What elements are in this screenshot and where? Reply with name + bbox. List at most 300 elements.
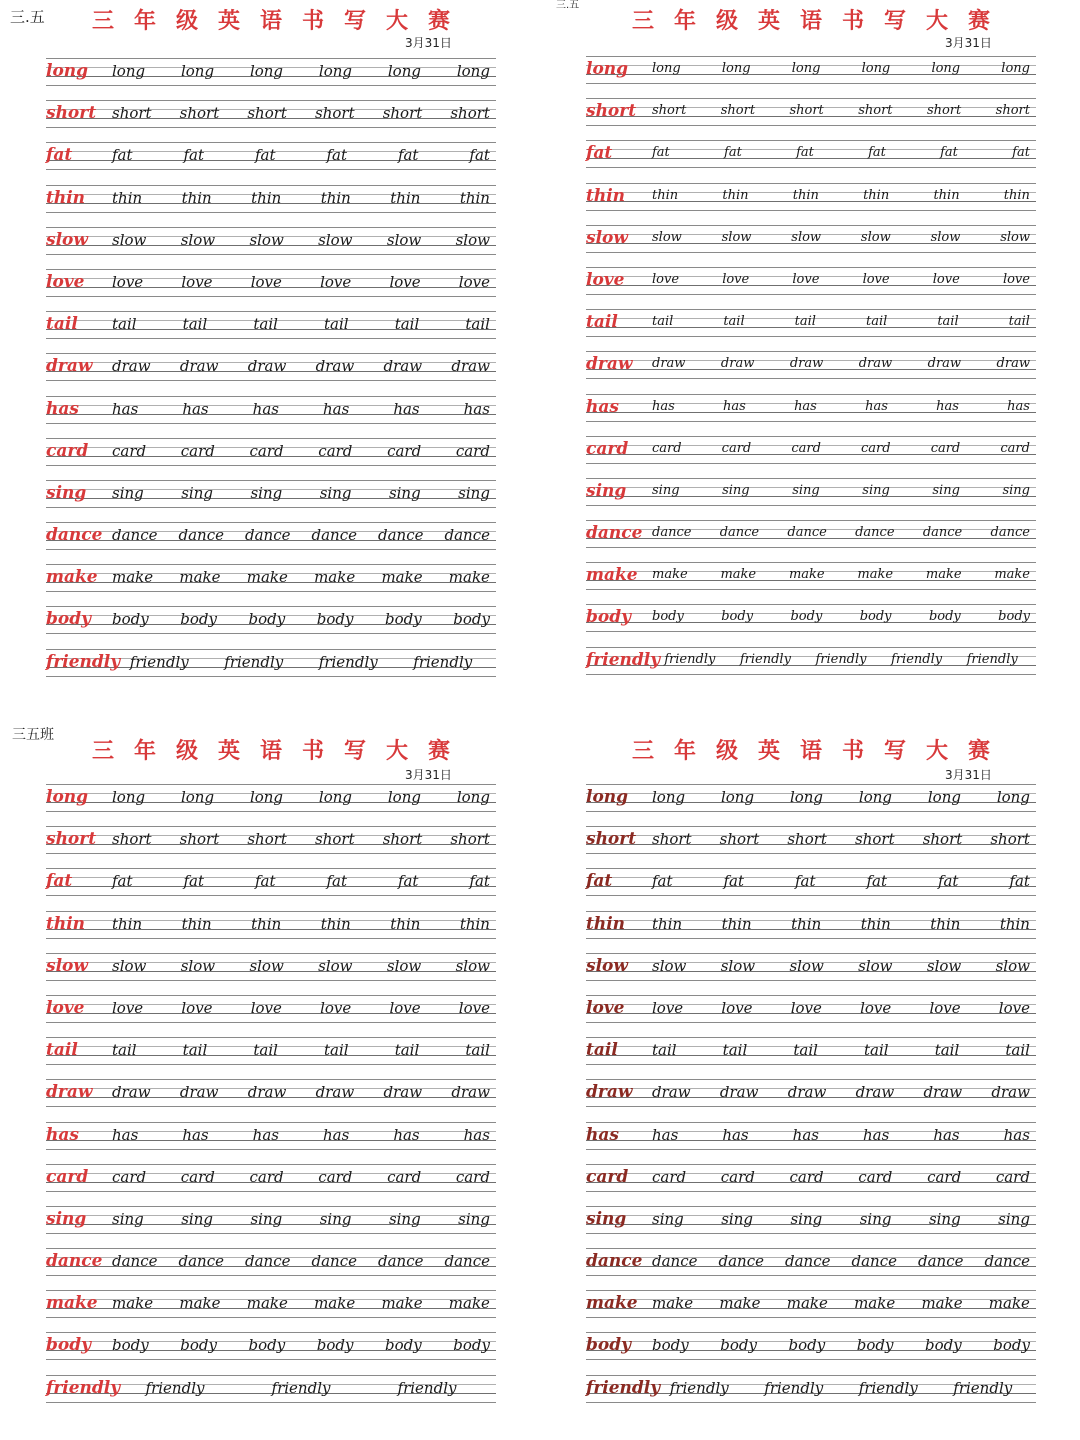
handwritten-copies [112,829,496,855]
handwritten-word: short [719,830,760,849]
handwritten-word: slow [791,229,822,245]
model-word: thin [46,913,86,934]
handwritten-word: dance [311,526,357,545]
handwritten-word: dance [112,1252,158,1271]
handwritten-copies [112,567,496,593]
handwritten-word: dance [855,525,895,541]
handwritten-word: dance [718,1252,764,1271]
model-word: long [586,59,629,79]
row-words [586,869,1036,897]
handwritten-word: make [994,567,1030,583]
handwritten-word: slow [180,230,216,249]
handwritten-word: dance [378,526,424,545]
handwritten-word: body [721,609,754,625]
handwritten-word: draw [923,1083,963,1102]
word-row-friendly [586,1375,1036,1417]
handwritten-word: slow [455,230,490,249]
model-word: body [46,1335,91,1356]
row-words [46,59,496,87]
handwritten-word: has [393,1125,420,1144]
handwritten-copies [112,356,496,382]
handwritten-word: has [1003,1125,1030,1144]
handwritten-word: card [180,1167,215,1186]
handwritten-word: body [248,610,286,629]
handwritten-word: draw [858,356,893,372]
handwritten-word: tail [253,315,278,334]
word-row-body [586,1332,1036,1374]
handwritten-word: friendly [953,1378,1013,1397]
word-row-tail [586,309,1036,351]
handwritten-word: has [865,398,888,414]
class-label: 三.五 [10,8,45,26]
handwritten-word: fat [183,146,205,165]
handwritten-word: make [788,567,825,583]
row-words [46,143,496,171]
handwritten-copies [112,399,496,425]
row-words [586,99,1036,127]
word-row-body [46,606,496,648]
handwritten-word: body [453,610,490,629]
handwritten-word: tail [723,314,745,330]
handwritten-word: sing [932,482,960,498]
word-row-sing [46,480,496,522]
handwritten-word: long [858,788,892,806]
handwritten-word: friendly [145,1378,205,1397]
handwritten-word: thin [860,914,891,933]
handwritten-word: sing [1002,482,1030,498]
model-word: long [46,787,89,807]
handwritten-copies [112,61,496,87]
word-row-sing [46,1206,496,1248]
handwritten-word: thin [390,188,421,207]
handwritten-word: tail [793,1041,818,1060]
handwritten-word: make [314,1294,356,1313]
handwritten-copies [652,565,1036,591]
ruled-rows [46,58,496,691]
ruled-rows [586,784,1036,1417]
model-word: draw [586,354,633,375]
model-word: long [46,61,89,81]
model-word: sing [586,1208,627,1229]
row-words [586,1249,1036,1277]
row-words [46,1291,496,1319]
model-word: body [586,607,631,628]
model-word: make [46,567,98,588]
row-words [46,101,496,129]
handwritten-word: friendly [891,651,943,667]
handwritten-word: has [252,399,279,418]
handwritten-copies [112,441,496,467]
handwritten-copies [112,1335,496,1361]
handwritten-word: draw [451,357,490,376]
handwritten-copies [652,1040,1036,1066]
model-word: body [586,1335,631,1356]
handwritten-copies [652,228,1036,254]
word-row-short [46,100,496,142]
handwritten-word: love [792,271,820,287]
word-row-draw [586,351,1036,393]
handwritten-word: make [719,1294,761,1313]
handwritten-word: thin [933,187,960,203]
handwritten-word: body [788,1336,826,1355]
word-row-has [46,396,496,438]
word-row-dance [586,1248,1036,1290]
handwritten-word: body [385,610,422,629]
handwritten-word: dance [652,525,692,541]
handwritten-word: card [387,441,422,460]
handwritten-word: sing [250,1209,283,1228]
handwritten-word: has [1007,398,1030,414]
row-words [46,1333,496,1361]
handwritten-word: card [721,440,752,456]
handwritten-word: body [180,1336,217,1355]
word-row-slow [586,225,1036,267]
handwritten-word: fat [868,145,886,161]
row-words [46,354,496,382]
handwritten-word: draw [112,1083,151,1102]
handwritten-word: sing [181,483,213,502]
handwritten-word: card [1000,440,1030,456]
handwritten-word: tail [722,1041,748,1060]
handwritten-word: card [995,1167,1030,1186]
handwritten-word: draw [383,1083,423,1102]
row-words [46,996,496,1024]
handwritten-word: card [789,1167,824,1186]
handwritten-word: card [318,441,353,460]
model-word: dance [46,1251,103,1272]
handwritten-word: friendly [397,1378,457,1397]
handwritten-word: thin [251,188,282,207]
handwritten-copies [112,1293,496,1319]
handwritten-copies [652,650,1036,676]
handwritten-copies [652,439,1036,465]
handwritten-copies [652,1335,1036,1361]
handwritten-word: slow [318,956,353,975]
row-words [46,186,496,214]
handwritten-word: make [921,1294,963,1313]
handwritten-word: thin [863,187,890,203]
handwritten-word: draw [787,1083,827,1102]
model-word: card [46,1166,89,1187]
handwritten-word: make [925,567,962,583]
handwritten-word: tail [937,314,959,330]
handwritten-word: fat [254,146,276,165]
row-words [586,1038,1036,1066]
handwritten-word: short [652,103,687,119]
handwritten-word: dance [652,1252,698,1271]
word-row-love [46,995,496,1037]
model-word: friendly [586,1377,661,1398]
handwritten-word: has [463,399,490,418]
handwritten-word: draw [112,357,151,376]
handwritten-word: fat [397,146,419,165]
handwritten-word: love [998,998,1030,1017]
handwritten-word: short [855,830,895,849]
row-words [46,312,496,340]
model-word: draw [586,1082,633,1103]
handwritten-word: tail [465,315,490,334]
handwritten-word: long [652,788,686,806]
model-word: fat [586,871,613,892]
handwritten-copies [652,143,1036,169]
model-word: dance [586,523,643,544]
model-word: make [586,1293,638,1314]
model-word: short [46,829,97,850]
handwritten-word: dance [984,1252,1030,1271]
handwritten-word: dance [719,525,760,541]
handwritten-word: sing [862,482,890,498]
model-word: fat [586,143,613,164]
handwritten-word: thin [251,914,282,933]
handwritten-word: slow [858,956,893,975]
word-row-make [46,1290,496,1332]
handwritten-word: long [720,788,755,806]
word-row-card [46,438,496,480]
model-word: make [586,565,638,586]
handwritten-word: sing [859,1209,892,1228]
handwritten-copies [652,1251,1036,1277]
handwritten-word: fat [866,872,887,891]
handwritten-word: sing [792,482,820,498]
handwritten-word: thin [792,187,819,203]
word-row-slow [586,953,1036,995]
handwritten-word: slow [112,956,147,975]
word-row-draw [46,1079,496,1121]
handwritten-copies [652,523,1036,549]
handwritten-copies [652,1378,1036,1404]
handwritten-word: sing [458,483,490,502]
handwritten-word: fat [940,145,958,161]
handwritten-word: tail [652,314,674,330]
word-row-fat [586,868,1036,910]
handwritten-word: fat [469,146,490,165]
row-words [46,1123,496,1151]
row-words [46,1249,496,1277]
handwritten-word: body [453,1336,490,1355]
handwritten-copies [112,1040,496,1066]
row-words [586,1080,1036,1108]
handwritten-word: make [448,1294,490,1313]
handwritten-copies [652,787,1036,813]
handwritten-word: love [790,998,822,1017]
handwriting-sheet-2 [540,0,1080,720]
handwritten-word: love [320,998,352,1017]
word-row-has [586,1122,1036,1164]
model-word: has [586,1124,619,1145]
ruled-rows [46,784,496,1417]
handwritten-copies [652,607,1036,633]
handwritten-word: card [930,440,961,456]
handwritten-word: love [652,271,680,287]
handwritten-word: love [652,998,684,1017]
handwritten-word: short [720,103,756,119]
row-words [586,1165,1036,1193]
word-row-has [586,394,1036,436]
handwritten-word: tail [182,315,208,334]
handwritten-word: draw [991,1083,1030,1102]
word-row-card [586,1164,1036,1206]
handwritten-word: body [856,1336,894,1355]
model-word: thin [586,185,626,206]
handwritten-word: draw [179,357,219,376]
handwritten-copies [652,312,1036,338]
handwritten-word: thin [181,188,212,207]
row-words [586,996,1036,1024]
row-words [586,395,1036,423]
handwritten-word: has [322,1125,350,1144]
handwritten-word: short [315,104,355,123]
handwritten-word: has [723,398,746,414]
contest-title: 三年级英语书写大赛 [632,738,1011,764]
handwritten-word: tail [1005,1041,1030,1060]
model-word: dance [46,525,103,546]
handwritten-copies [112,998,496,1024]
handwritten-word: dance [378,1252,424,1271]
handwritten-word: slow [926,956,962,975]
word-row-long [46,58,496,100]
handwritten-word: sing [319,483,352,502]
handwritten-word: thin [112,188,143,207]
handwritten-copies [652,397,1036,423]
handwritten-word: body [112,610,149,629]
handwritten-word: fat [937,872,959,891]
model-word: sing [46,482,87,503]
handwritten-word: long [180,62,215,80]
handwritten-word: card [861,440,891,456]
word-row-thin [586,183,1036,225]
word-row-love [586,267,1036,309]
handwritten-copies [652,354,1036,380]
handwritten-word: thin [112,914,143,933]
handwritten-word: love [112,272,144,291]
word-row-sing [586,1206,1036,1248]
handwritten-word: slow [860,229,891,245]
handwritten-word: sing [790,1209,823,1228]
handwritten-word: card [112,441,147,460]
handwritten-word: draw [652,356,686,372]
word-row-love [586,995,1036,1037]
handwritten-word: fat [652,872,673,891]
handwritten-copies [652,59,1036,85]
handwritten-word: slow [386,230,422,249]
handwritten-word: short [112,104,152,123]
handwritten-word: dance [990,525,1030,541]
handwritten-copies [652,270,1036,296]
handwritten-word: tail [253,1041,278,1060]
row-words [46,439,496,467]
handwritten-word: tail [324,1041,349,1060]
handwritten-word: short [858,103,893,119]
handwritten-word: sing [652,482,680,498]
handwritten-word: draw [719,1083,759,1102]
handwritten-word: fat [796,145,814,161]
row-words [46,481,496,509]
model-word: slow [46,955,89,976]
word-row-card [46,1164,496,1206]
word-row-body [586,604,1036,646]
row-words [46,1207,496,1235]
handwritten-word: card [791,440,821,456]
handwritten-word: draw [451,1083,490,1102]
date-label: 3月31日 [405,768,452,782]
model-word: tail [586,1040,618,1061]
row-words [46,912,496,940]
handwritten-word: fat [254,872,276,891]
row-words [586,785,1036,813]
word-row-make [586,1290,1036,1332]
handwritten-word: card [720,1167,755,1186]
handwritten-word: has [652,1125,679,1144]
model-word: draw [46,1082,93,1103]
handwritten-copies [652,829,1036,855]
word-row-sing [586,478,1036,520]
handwritten-word: sing [722,482,750,498]
row-words [46,1080,496,1108]
handwritten-word: long [387,788,421,806]
model-word: fat [46,145,73,166]
word-row-thin [586,911,1036,953]
handwritten-word: card [180,441,215,460]
handwritten-word: short [450,830,490,849]
row-words [586,1207,1036,1235]
handwritten-word: draw [315,1083,355,1102]
handwritten-word: dance [178,526,224,545]
handwritten-copies [112,525,496,551]
handwritten-word: love [721,998,753,1017]
handwritten-word: tail [112,315,137,334]
handwritten-copies [112,1125,496,1151]
model-word: thin [586,913,626,934]
handwritten-word: has [393,399,420,418]
handwritten-word: has [862,1125,890,1144]
handwritten-word: love [1002,271,1030,287]
handwritten-word: body [316,1336,354,1355]
model-word: tail [46,314,78,335]
handwritten-word: fat [183,872,205,891]
handwritten-word: make [448,568,490,587]
model-word: short [586,829,637,850]
handwritten-word: dance [444,526,490,545]
handwritten-copies [112,1378,496,1404]
handwritten-word: tail [934,1041,960,1060]
handwritten-word: long [927,788,961,806]
handwritten-word: friendly [966,651,1018,667]
handwritten-copies [112,1082,496,1108]
handwritten-word: tail [652,1041,677,1060]
handwritten-word: fat [469,872,490,891]
word-row-short [586,826,1036,868]
handwritten-word: has [112,399,139,418]
word-row-tail [586,1037,1036,1079]
row-words [46,565,496,593]
contest-title: 三年级英语书写大赛 [632,8,1011,34]
handwritten-word: friendly [669,1378,729,1397]
row-words [46,397,496,425]
row-words [586,57,1036,85]
handwritten-copies [112,609,496,635]
handwritten-word: friendly [764,1378,824,1397]
handwritten-word: thin [791,914,822,933]
row-words [586,954,1036,982]
handwritten-word: short [787,830,827,849]
row-words [586,827,1036,855]
handwritten-word: fat [652,145,670,161]
handwritten-word: dance [851,1252,897,1271]
handwritten-word: draw [720,356,755,372]
word-row-short [586,98,1036,140]
word-row-make [46,564,496,606]
model-word: friendly [46,651,121,672]
